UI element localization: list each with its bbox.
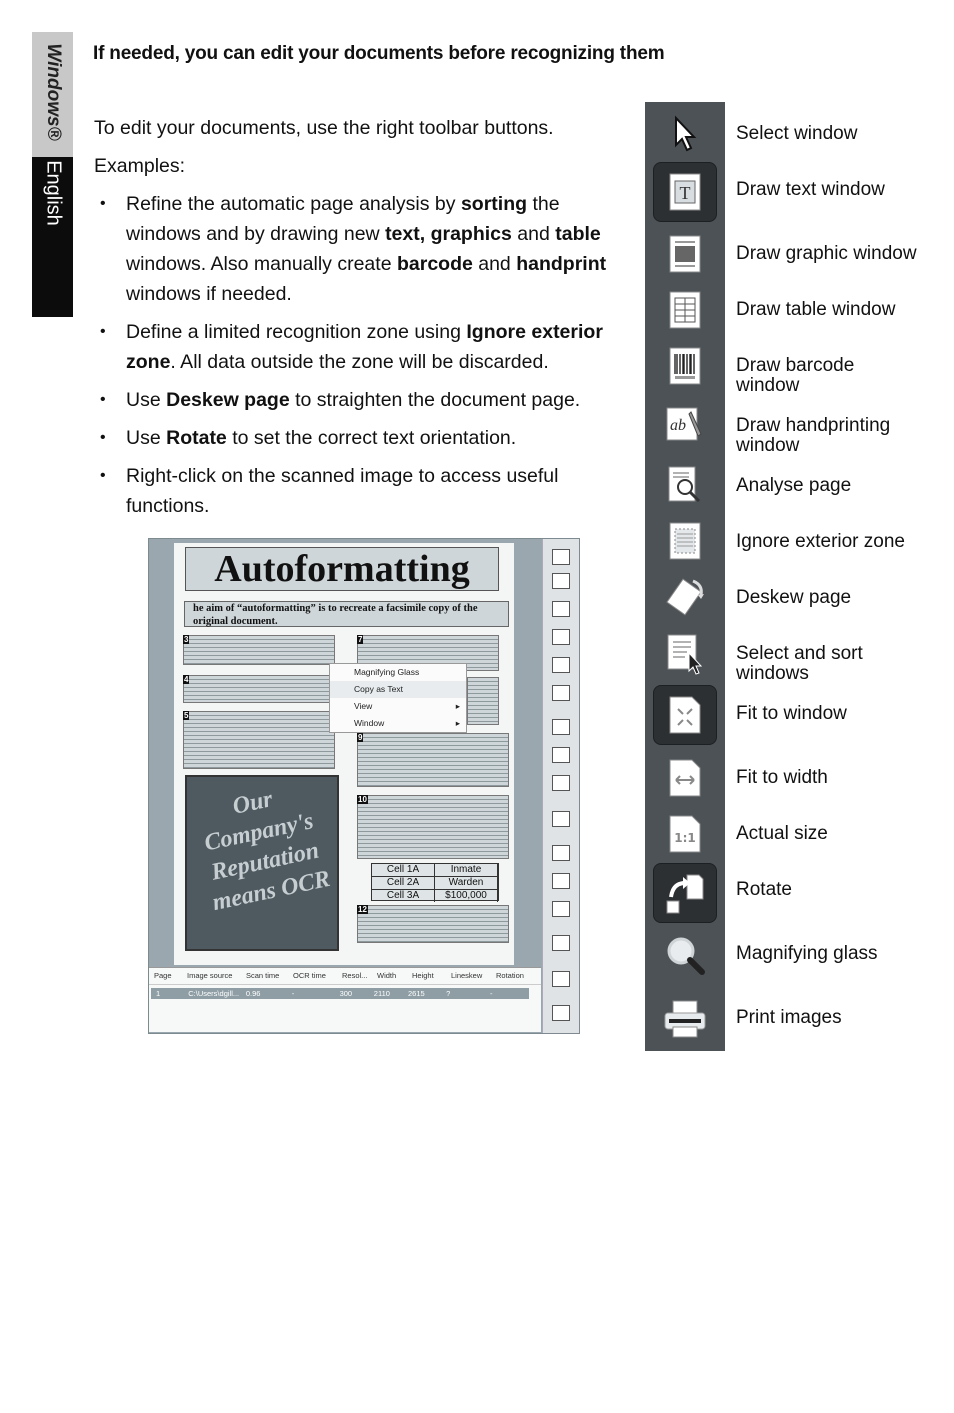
svg-text:ab: ab bbox=[670, 417, 686, 434]
draw-handprint-window-button[interactable] bbox=[645, 396, 725, 456]
text-zone: 12 bbox=[357, 905, 509, 943]
language-side-tab bbox=[32, 32, 73, 317]
table-zone bbox=[371, 863, 499, 901]
table-row: Cell 1A Inmate bbox=[372, 864, 498, 877]
context-menu-item[interactable]: Window ▸ bbox=[354, 718, 460, 728]
toolbar-label: Draw table window bbox=[736, 299, 896, 320]
analyse-page-button[interactable] bbox=[645, 456, 725, 514]
toolbar-label: Actual size bbox=[736, 823, 828, 844]
mini-tool-icon bbox=[552, 549, 570, 565]
context-menu bbox=[329, 663, 467, 733]
os-tab bbox=[32, 32, 73, 157]
bullet-item: • Define a limited recognition zone using Ignore exterior zone. All data outside the zone will be discarded. bbox=[94, 317, 634, 377]
toolbar-label: Print images bbox=[736, 1007, 842, 1028]
text-zone: 5 bbox=[183, 711, 335, 769]
bullet-item: • Use Rotate to set the correct text orientation. bbox=[94, 423, 634, 453]
mini-tool-icon bbox=[552, 747, 570, 763]
mini-tool-icon bbox=[552, 811, 570, 827]
context-menu-item[interactable]: View ▸ bbox=[354, 701, 460, 711]
toolbar-label: Draw handprinting window bbox=[736, 415, 891, 456]
handprint-window-icon bbox=[665, 406, 705, 446]
text-zone: 7 bbox=[357, 635, 499, 671]
rotate-button[interactable] bbox=[645, 862, 725, 924]
mini-tool-icon bbox=[552, 935, 570, 951]
toolbar-label: Fit to width bbox=[736, 767, 828, 788]
rotate-icon bbox=[663, 871, 707, 915]
language-label: English bbox=[42, 160, 64, 226]
mini-tool-icon bbox=[552, 971, 570, 987]
text-zone: 3 bbox=[183, 635, 335, 665]
print-images-button[interactable] bbox=[645, 988, 725, 1050]
select-sort-windows-button[interactable] bbox=[645, 624, 725, 684]
mini-tool-icon bbox=[552, 685, 570, 701]
svg-text:T: T bbox=[679, 183, 691, 203]
bullet-item: • Right-click on the scanned image to access useful functions. bbox=[94, 461, 634, 521]
graphic-window-icon bbox=[668, 234, 702, 274]
mini-tool-icon bbox=[552, 629, 570, 645]
mini-tool-icon bbox=[552, 873, 570, 889]
doc-title: Autoformatting bbox=[185, 547, 499, 591]
table-row: Cell 3A $100,000 bbox=[372, 890, 498, 902]
bullet-item: • Use Deskew page to straighten the document page. bbox=[94, 385, 634, 415]
ignore-exterior-zone-button[interactable] bbox=[645, 512, 725, 570]
actual-size-icon bbox=[668, 814, 702, 854]
toolbar-label: Select and sort windows bbox=[736, 643, 863, 684]
select-arrow-icon bbox=[670, 115, 700, 153]
mini-tool-icon bbox=[552, 901, 570, 917]
mini-tool-icon bbox=[552, 775, 570, 791]
magnifying-glass-button[interactable] bbox=[645, 924, 725, 986]
table-window-icon bbox=[668, 290, 702, 330]
analyse-page-icon bbox=[665, 465, 705, 505]
toolbar-label: Fit to window bbox=[736, 703, 847, 724]
printer-icon bbox=[663, 999, 707, 1039]
select-window-button[interactable] bbox=[645, 106, 725, 162]
fit-to-width-button[interactable] bbox=[645, 748, 725, 808]
section-heading: If needed, you can edit your documents before recognizing them bbox=[93, 43, 665, 64]
bullet-item: • Refine the automatic page analysis by sorting the windows and by drawing new text, graphics and table windows. Also manually create barcode and handprint windows if needed. bbox=[94, 189, 634, 309]
draw-graphic-window-button[interactable] bbox=[645, 224, 725, 284]
mini-tool-icon bbox=[552, 719, 570, 735]
svg-text:1:1: 1:1 bbox=[674, 831, 696, 845]
draw-barcode-window-button[interactable] bbox=[645, 336, 725, 396]
fit-to-window-button[interactable] bbox=[645, 684, 725, 746]
mini-toolbar bbox=[542, 539, 579, 1033]
fit-window-icon bbox=[668, 695, 702, 735]
example-list bbox=[94, 189, 634, 521]
text-zone: 4 bbox=[183, 675, 335, 703]
fit-width-icon bbox=[668, 758, 702, 798]
app-screenshot bbox=[148, 538, 580, 1034]
mini-tool-icon bbox=[552, 601, 570, 617]
mini-tool-icon bbox=[552, 845, 570, 861]
graphic-zone bbox=[185, 775, 339, 951]
toolbar-label: Rotate bbox=[736, 879, 792, 900]
intro-paragraph: To edit your documents, use the right toolbar buttons. bbox=[94, 117, 554, 139]
language-tab bbox=[32, 157, 73, 317]
doc-subheading: he aim of “autoformatting” is to recreate a facsimile copy of the original document. bbox=[184, 601, 509, 627]
toolbar-label: Draw graphic window bbox=[736, 243, 917, 264]
mini-tool-icon bbox=[552, 573, 570, 589]
text-zone: 9 bbox=[357, 733, 509, 787]
text-window-icon bbox=[668, 172, 702, 212]
os-label: Windows® bbox=[42, 43, 64, 141]
deskew-page-button[interactable] bbox=[645, 568, 725, 626]
deskew-icon bbox=[663, 575, 707, 619]
context-menu-item[interactable]: Magnifying Glass bbox=[354, 667, 420, 677]
mini-tool-icon bbox=[552, 1005, 570, 1021]
toolbar-label: Select window bbox=[736, 123, 858, 144]
photo-caption: Our Company's Reputation means OCR bbox=[202, 786, 333, 917]
toolbar-label: Magnifying glass bbox=[736, 943, 878, 964]
actual-size-button[interactable] bbox=[645, 804, 725, 864]
draw-text-window-button[interactable] bbox=[645, 162, 725, 222]
toolbar-label: Draw barcode window bbox=[736, 355, 855, 396]
toolbar-label: Draw text window bbox=[736, 179, 885, 200]
table-row[interactable]: 1 C:\Users\dgill... 0.96 - 300 2110 2615 ? - bbox=[151, 988, 529, 999]
toolbar-label: Deskew page bbox=[736, 587, 852, 608]
toolbar-label: Analyse page bbox=[736, 475, 852, 496]
mini-tool-icon bbox=[552, 657, 570, 673]
body-text bbox=[94, 113, 634, 529]
page-grid bbox=[149, 967, 541, 1032]
text-zone: 10 bbox=[357, 795, 509, 859]
table-row: Cell 2A Warden bbox=[372, 877, 498, 890]
draw-table-window-button[interactable] bbox=[645, 280, 725, 340]
toolbar-label: Ignore exterior zone bbox=[736, 531, 905, 552]
magnifier-icon bbox=[663, 933, 707, 977]
examples-label: Examples: bbox=[94, 155, 186, 177]
barcode-window-icon bbox=[668, 346, 702, 386]
ignore-zone-icon bbox=[668, 521, 702, 561]
text-zone bbox=[467, 677, 499, 725]
sort-windows-icon bbox=[665, 633, 705, 675]
grid-header: Page Image source Scan time OCR time Resol... Width Height Lineskew Rotation bbox=[149, 968, 541, 985]
context-menu-item[interactable]: Copy as Text bbox=[330, 681, 466, 698]
edit-toolbar bbox=[645, 102, 725, 1051]
